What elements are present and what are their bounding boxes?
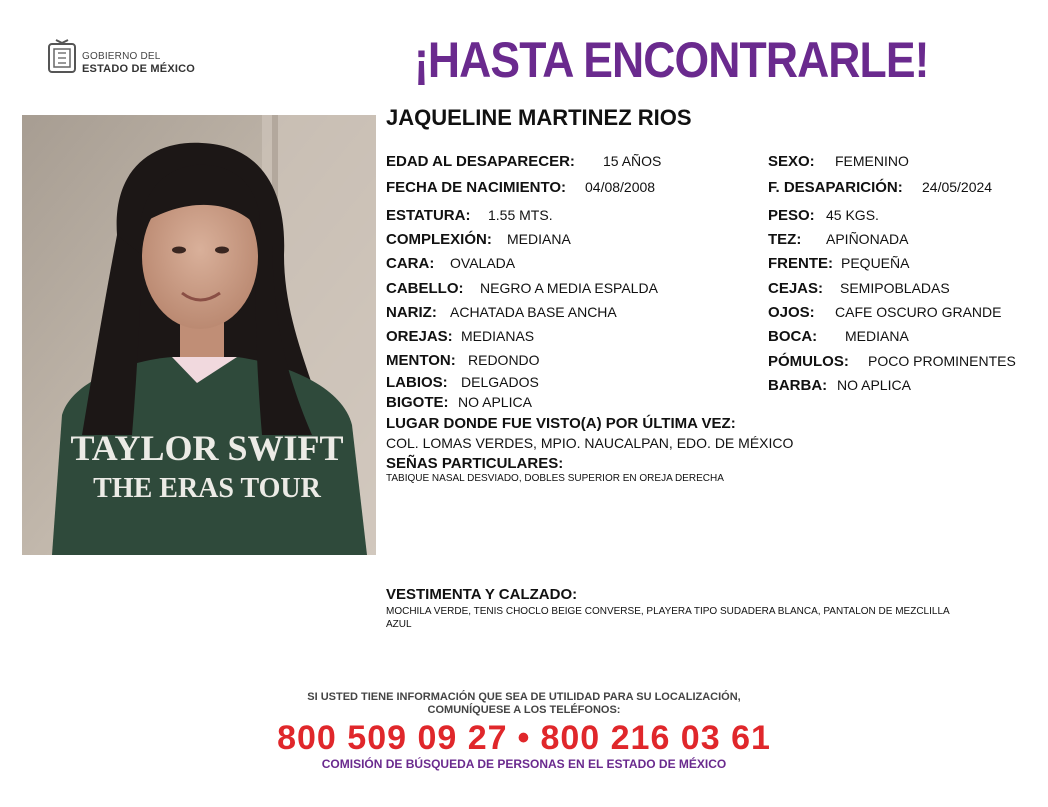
contact-instructions bbox=[0, 691, 1048, 717]
field-weight bbox=[768, 207, 879, 224]
clothing-value-line1: MOCHILA VERDE, TENIS CHOCLO BEIGE CONVERSE, PLAYERA TIPO SUDADERA BLANCA, PANTALON DE MEZCLILLA bbox=[386, 606, 950, 617]
field-label: BOCA: bbox=[768, 328, 818, 345]
shirt-text-line1: TAYLOR SWIFT bbox=[70, 428, 344, 468]
field-eyes bbox=[768, 304, 1002, 321]
field-value: OVALADA bbox=[450, 255, 516, 271]
field-hair bbox=[386, 280, 658, 297]
field-face bbox=[386, 255, 516, 272]
phone-numbers bbox=[0, 719, 1048, 758]
field-label: PESO: bbox=[768, 207, 815, 224]
field-value: 1.55 MTS. bbox=[488, 207, 553, 223]
field-label: EDAD AL DESAPARECER: bbox=[386, 153, 575, 170]
shirt-text-line2: THE ERAS TOUR bbox=[93, 473, 321, 504]
field-label: ESTATURA: bbox=[386, 207, 471, 224]
field-value: NEGRO A MEDIA ESPALDA bbox=[480, 280, 658, 296]
field-label: NARIZ: bbox=[386, 304, 437, 321]
field-label: LABIOS: bbox=[386, 374, 448, 391]
field-value: NO APLICA bbox=[837, 377, 911, 393]
field-label: F. DESAPARICIÓN: bbox=[768, 179, 903, 196]
contact-line2: COMUNÍQUESE A LOS TELÉFONOS: bbox=[427, 704, 621, 716]
field-value: DELGADOS bbox=[461, 374, 539, 390]
field-value: MEDIANAS bbox=[461, 328, 535, 344]
field-value: SEMIPOBLADAS bbox=[840, 280, 950, 296]
field-label: BARBA: bbox=[768, 377, 828, 394]
field-label: CABELLO: bbox=[386, 280, 464, 297]
field-label: TEZ: bbox=[768, 231, 802, 248]
field-value: 24/05/2024 bbox=[922, 179, 993, 195]
contact-line1: SI USTED TIENE INFORMACIÓN QUE SEA DE UTILIDAD PARA SU LOCALIZACIÓN, bbox=[307, 691, 741, 703]
phone-separator: • bbox=[517, 719, 531, 757]
field-height bbox=[386, 207, 553, 224]
field-value: PEQUEÑA bbox=[841, 255, 910, 271]
field-chin bbox=[386, 352, 540, 369]
field-beard bbox=[768, 377, 911, 394]
field-complexion bbox=[386, 231, 571, 248]
field-value: CAFE OSCURO GRANDE bbox=[835, 304, 1002, 320]
field-label: OREJAS: bbox=[386, 328, 453, 345]
field-label: CARA: bbox=[386, 255, 435, 272]
field-skin-tone bbox=[768, 231, 909, 248]
field-label: FECHA DE NACIMIENTO: bbox=[386, 179, 566, 196]
field-age bbox=[386, 153, 662, 170]
field-label: OJOS: bbox=[768, 304, 815, 321]
field-lips bbox=[386, 374, 539, 391]
field-value: ACHATADA BASE ANCHA bbox=[450, 304, 617, 320]
person-photo bbox=[22, 115, 376, 555]
field-label: BIGOTE: bbox=[386, 394, 449, 411]
field-disappearance-date bbox=[768, 179, 993, 196]
field-label: COMPLEXIÓN: bbox=[386, 231, 492, 248]
last-seen-label: LUGAR DONDE FUE VISTO(A) POR ÚLTIMA VEZ: bbox=[386, 415, 736, 432]
particular-signs-value: TABIQUE NASAL DESVIADO, DOBLES SUPERIOR EN OREJA DERECHA bbox=[386, 473, 724, 484]
clothing-label: VESTIMENTA Y CALZADO: bbox=[386, 586, 578, 603]
particular-signs-label: SEÑAS PARTICULARES: bbox=[386, 455, 564, 472]
org-name-line2: ESTADO DE MÉXICO bbox=[82, 63, 196, 75]
headline: ¡HASTA ENCONTRARLE! bbox=[414, 32, 929, 88]
field-mouth bbox=[768, 328, 909, 345]
field-label: MENTON: bbox=[386, 352, 456, 369]
state-seal-icon bbox=[46, 38, 78, 76]
org-name-line1: GOBIERNO DEL bbox=[82, 51, 161, 62]
field-value: NO APLICA bbox=[458, 394, 532, 410]
field-value: APIÑONADA bbox=[826, 231, 909, 247]
field-sex bbox=[768, 153, 909, 170]
phone-number-2[interactable]: 800 216 03 61 bbox=[540, 719, 771, 757]
field-mustache bbox=[386, 394, 532, 411]
field-cheekbones bbox=[768, 353, 1016, 370]
field-forehead bbox=[768, 255, 910, 272]
field-nose bbox=[386, 304, 617, 321]
commission-name: COMISIÓN DE BÚSQUEDA DE PERSONAS EN EL ESTADO DE MÉXICO bbox=[321, 757, 727, 771]
field-value: 45 KGS. bbox=[826, 207, 879, 223]
field-value: FEMENINO bbox=[835, 153, 909, 169]
field-label: CEJAS: bbox=[768, 280, 824, 297]
field-value: 15 AÑOS bbox=[603, 153, 662, 169]
portrait-illustration bbox=[22, 115, 376, 555]
phone-number-1[interactable]: 800 509 09 27 bbox=[277, 719, 508, 757]
clothing-value-line2: AZUL bbox=[386, 619, 412, 630]
person-name: JAQUELINE MARTINEZ RIOS bbox=[386, 105, 692, 130]
field-value: MEDIANA bbox=[507, 231, 571, 247]
field-value: MEDIANA bbox=[845, 328, 909, 344]
field-birthdate bbox=[386, 179, 656, 196]
field-eyebrows bbox=[768, 280, 950, 297]
field-ears bbox=[386, 328, 535, 345]
field-label: FRENTE: bbox=[768, 255, 833, 272]
government-logo bbox=[46, 38, 206, 82]
field-label: SEXO: bbox=[768, 153, 815, 170]
last-seen-value: COL. LOMAS VERDES, MPIO. NAUCALPAN, EDO. DE MÉXICO bbox=[386, 435, 794, 451]
field-value: POCO PROMINENTES bbox=[868, 353, 1016, 369]
field-label: PÓMULOS: bbox=[768, 353, 849, 370]
field-value: REDONDO bbox=[468, 352, 540, 368]
field-value: 04/08/2008 bbox=[585, 179, 656, 195]
